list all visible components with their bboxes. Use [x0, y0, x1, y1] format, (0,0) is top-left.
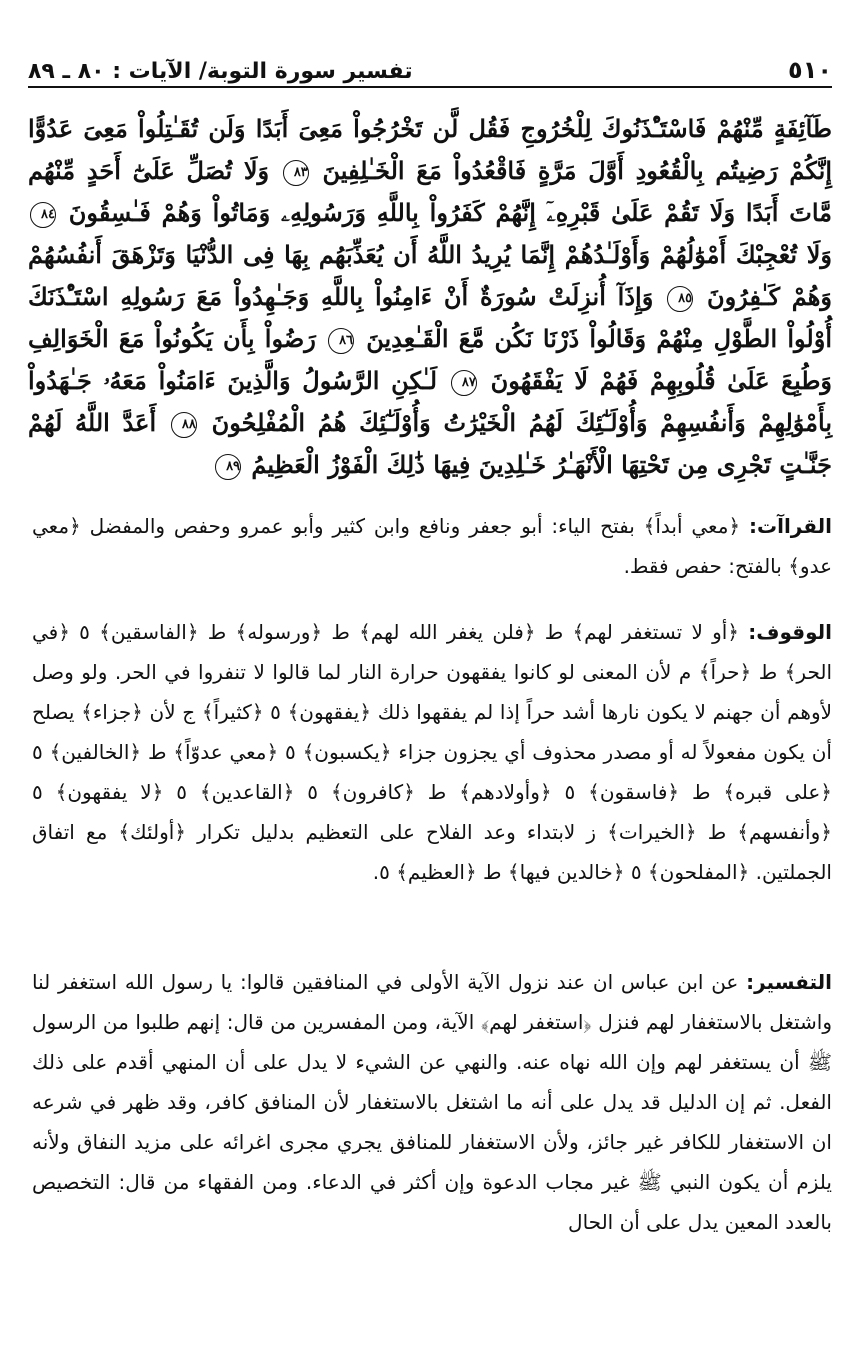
verse-text: وَلَا تُعْجِبْكَ أَمْوَٰلُهُمْ وَأَوْلَـٰدُهُمْ إِنَّمَا يُرِيدُ اللَّهُ أَن يُعَذِّبَهُم بِهَا فِى الدُّنْيَا وَتَزْهَقَ أَنفُسُهُمْ وَهُمْ كَـٰفِرُونَ — [28, 240, 833, 311]
verse-text: لَـٰكِنِ الرَّسُولُ وَالَّذِينَ ءَامَنُواْ مَعَهُۥ جَـٰهَدُواْ بِأَمْوَٰلِهِمْ وَأَنفُسِهِمْ وَأُوْلَـٰٓئِكَ لَهُمُ الْخَيْرَٰتُ وَأُوْلَـٰٓئِكَ هُمُ الْمُفْلِحُونَ — [28, 366, 832, 437]
readings-section — [32, 506, 832, 586]
ayah-number-marker: ٨٨ — [171, 412, 197, 438]
ayah-number-marker: ٨٣ — [283, 160, 309, 186]
page-header — [28, 52, 832, 88]
pauses-section — [32, 612, 832, 892]
commentary-section — [32, 962, 832, 1242]
verse-text: وَلَا تُصَلِّ عَلَىٰٓ أَحَدٍ مِّنْهُم مَّاتَ أَبَدًا وَلَا تَقُمْ عَلَىٰ قَبْرِهِۦٓ إِنَّهُمْ كَفَرُواْ بِاللَّهِ وَرَسُولِهِۦ وَمَاتُواْ وَهُمْ فَـٰسِقُونَ — [28, 156, 832, 227]
verse-text: رَضُواْ بِأَن يَكُونُواْ مَعَ الْخَوَالِفِ وَطُبِعَ عَلَىٰ قُلُوبِهِمْ فَهُمْ لَا يَفْقَهُونَ — [28, 324, 833, 395]
readings-text: ﴿معي أبداً﴾ بفتح الياء: أبو جعفر ونافع وابن كثير وأبو عمرو وحفص والمفضل ﴿معي عدو﴾ بالفتح: حفص فقط. — [32, 514, 832, 578]
verse-text: طَآئِفَةٍ مِّنْهُمْ فَاسْتَـْٔذَنُوكَ لِلْخُرُوجِ فَقُل لَّن تَخْرُجُواْ مَعِىَ أَبَدًا وَلَن تُقَـٰتِلُواْ مَعِىَ عَدُوًّا إِنَّكُمْ رَضِيتُم بِالْقُعُودِ أَوَّلَ مَرَّةٍ فَاقْعُدُواْ مَعَ الْخَـٰلِفِينَ — [28, 114, 833, 185]
ayah-number-marker: ٨٩ — [215, 454, 241, 480]
running-title: تفسير سورة التوبة/ الآيات : ٨٠ ـ ٨٩ — [28, 59, 413, 84]
ayah-number-marker: ٨٧ — [451, 370, 477, 396]
readings-label: القراآت: — [749, 514, 833, 538]
ayah-number-marker: ٨٦ — [328, 328, 354, 354]
quran-verses — [28, 108, 832, 488]
page-number: ٥١٠ — [788, 56, 832, 84]
commentary-label: التفسير: — [746, 970, 832, 994]
pauses-text: ﴿أو لا تستغفر لهم﴾ ط ﴿فلن يغفر الله لهم﴾ ط ﴿ورسوله﴾ ط ﴿الفاسقين﴾ ٥ ﴿في الحر﴾ ط ﴿حراً﴾ م لأن المعنى لو كانوا يفقهون حرارة النار لما قالوا لا تنفروا في الحر. ولو وصل لأوهم أن جهنم لا يكون نارها أشد حراً إذا لم يفقهوا ذلك ﴿يفقهون﴾ ٥ ﴿كثيراً﴾ ج لأن ﴿جزاء﴾ يصلح أن يكون مفعولاً له أو مصدر محذوف أي يجزون جزاء ﴿يكسبون﴾ ٥ ﴿معي عدوّاً﴾ ط ﴿الخالفين﴾ ٥ ﴿على قبره﴾ ط ﴿فاسقون﴾ ٥ ﴿وأولادهم﴾ ط ﴿كافرون﴾ ٥ ﴿القاعدين﴾ ٥ ﴿لا يفقهون﴾ ٥ ﴿وأنفسهم﴾ ط ﴿الخيرات﴾ ز لابتداء وعد الفلاح على التعظيم بدليل تكرار ﴿أولئك﴾ مع اتفاق الجملتين. ﴿المفلحون﴾ ٥ ﴿خالدين فيها﴾ ط ﴿العظيم﴾ ٥. — [32, 620, 833, 884]
ayah-number-marker: ٨٤ — [30, 202, 56, 228]
verse-text: أَعَدَّ اللَّهُ لَهُمْ جَنَّـٰتٍ تَجْرِى مِن تَحْتِهَا الْأَنْهَـٰرُ خَـٰلِدِينَ فِيهَا ذَٰلِكَ الْفَوْزُ الْعَظِيمُ — [28, 408, 832, 479]
pauses-label: الوقوف: — [748, 620, 833, 644]
commentary-text: عن ابن عباس ان عند نزول الآية الأولى في المنافقين قالوا: يا رسول الله استغفر لنا واشتغل بالاستغفار لهم فنزل ﴿استغفر لهم﴾ الآية، ومن المفسرين من قال: إنهم طلبوا من الرسول ﷺ أن يستغفر لهم وإن الله نهاه عنه. والنهي عن الشيء لا يدل على أن المنهي أقدم على ذلك الفعل. ثم إن الدليل قد يدل على أنه ما اشتغل بالاستغفار لأن المنافق كافر، وقد ظهر في شرعه ان الاستغفار للكافر غير جائز، ولأن الاستغفار للمنافق يجري مجرى اغرائه على مزيد النفاق ولأنه يلزم أن يكون النبي ﷺ غير مجاب الدعوة وإن أكثر في الدعاء. ومن الفقهاء من قال: التخصيص بالعدد المعين يدل على أن الحال — [32, 970, 832, 1234]
verse-text: وَإِذَآ أُنزِلَتْ سُورَةٌ أَنْ ءَامِنُواْ بِاللَّهِ وَجَـٰهِدُواْ مَعَ رَسُولِهِ اسْتَـْٔذَنَكَ أُوْلُواْ الطَّوْلِ مِنْهُمْ وَقَالُواْ ذَرْنَا نَكُن مَّعَ الْقَـٰعِدِينَ — [28, 282, 832, 353]
ayah-number-marker: ٨٥ — [667, 286, 693, 312]
